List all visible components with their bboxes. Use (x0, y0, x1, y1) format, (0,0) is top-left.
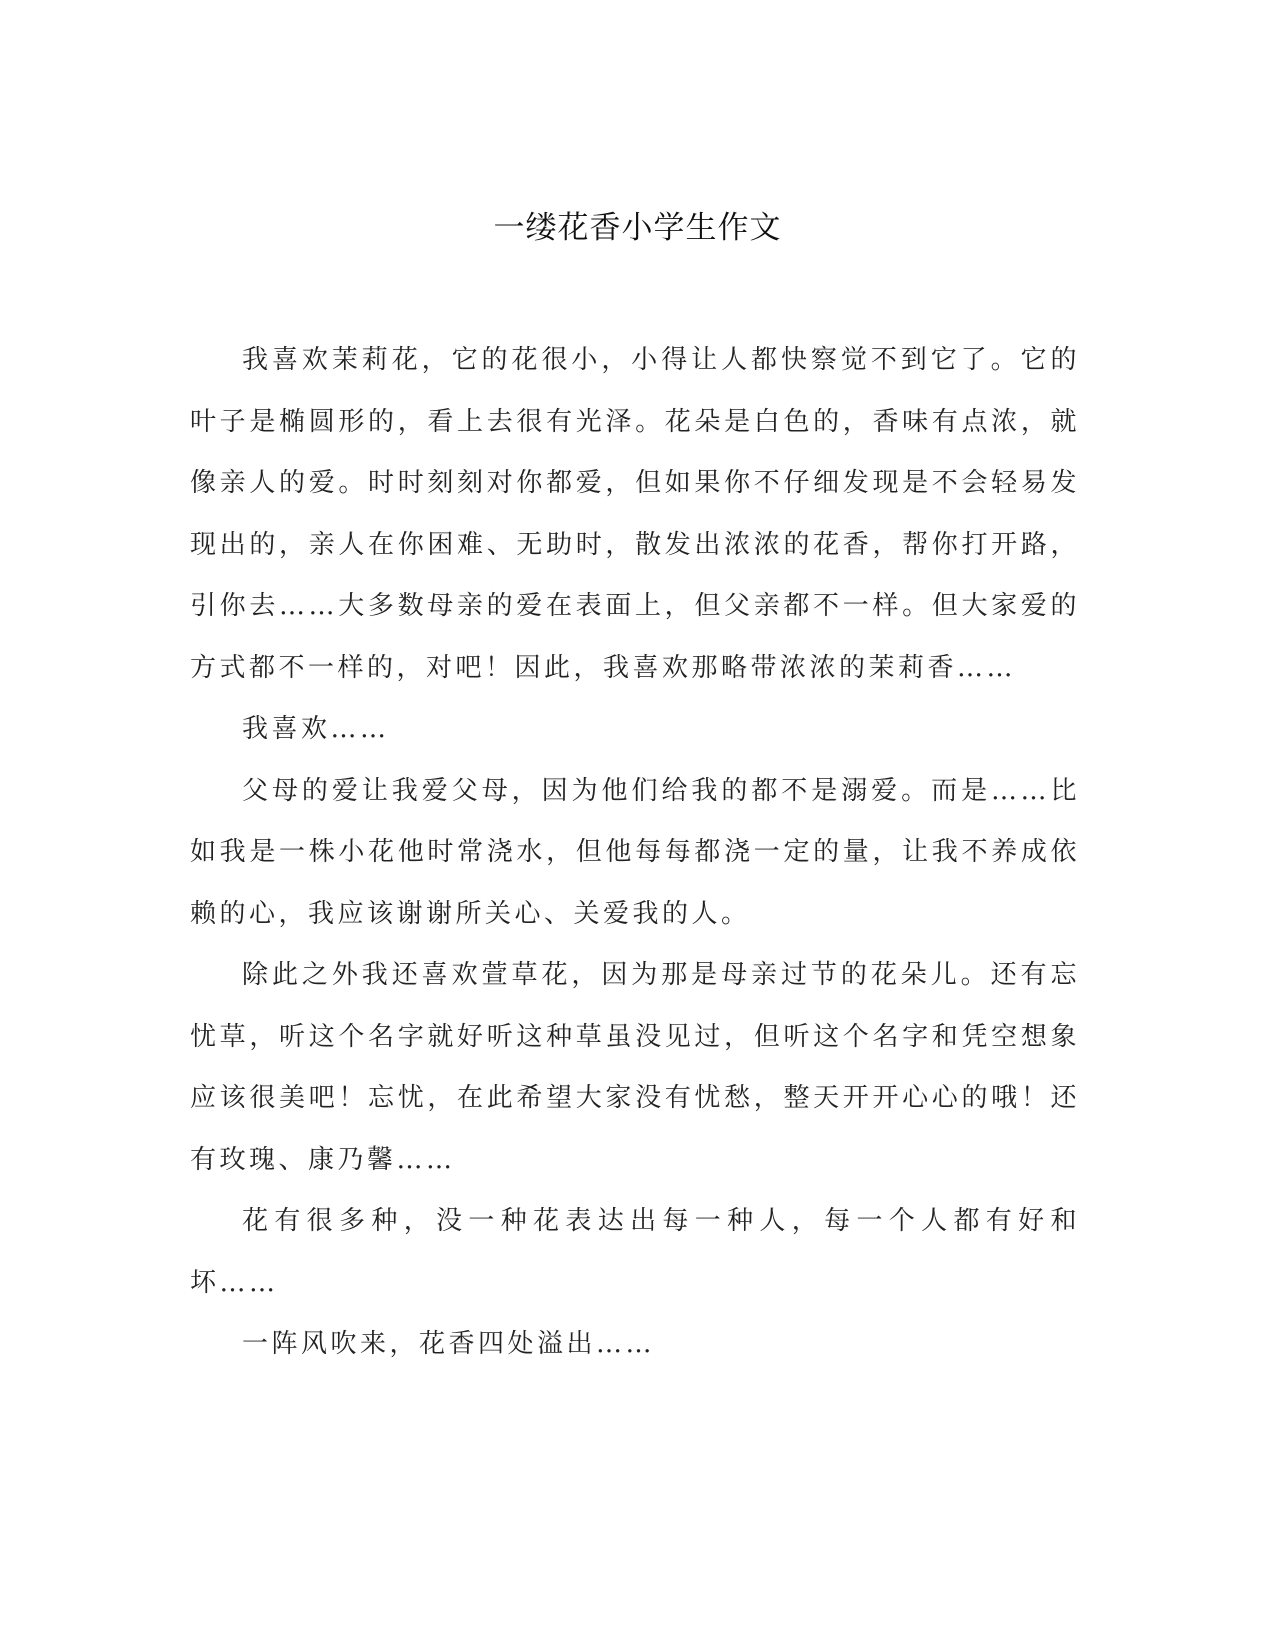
paragraph-1: 我喜欢茉莉花，它的花很小，小得让人都快察觉不到它了。它的叶子是椭圆形的，看上去很有光泽。花朵是白色的，香味有点浓，就像亲人的爱。时时刻刻对你都爱，但如果你不仔细发现是不会轻易发现出的，亲人在你困难、无助时，散发出浓浓的花香，帮你打开路，引你去……大多数母亲的爱在表面上，但父亲都不一样。但大家爱的方式都不一样的，对吧！因此，我喜欢那略带浓浓的茉莉香…… (190, 345, 1080, 683)
paragraph-6: 一阵风吹来，花香四处溢出…… (242, 1329, 656, 1359)
document-body (190, 330, 1080, 1376)
paragraph-4: 除此之外我还喜欢萱草花，因为那是母亲过节的花朵儿。还有忘忧草，听这个名字就好听这种草虽没见过，但听这个名字和凭空想象应该很美吧！忘忧，在此希望大家没有忧愁，整天开开心心的哦！还有玫瑰、康乃馨…… (190, 960, 1080, 1175)
paragraph-3: 父母的爱让我爱父母，因为他们给我的都不是溺爱。而是……比如我是一株小花他时常浇水，但他每每都浇一定的量，让我不养成依赖的心，我应该谢谢所关心、关爱我的人。 (190, 775, 1080, 929)
paragraph-2: 我喜欢…… (242, 714, 390, 744)
document-title: 一缕花香小学生作文 (493, 210, 782, 246)
paragraph-5: 花有很多种，没一种花表达出每一种人，每一个人都有好和坏…… (190, 1206, 1080, 1298)
